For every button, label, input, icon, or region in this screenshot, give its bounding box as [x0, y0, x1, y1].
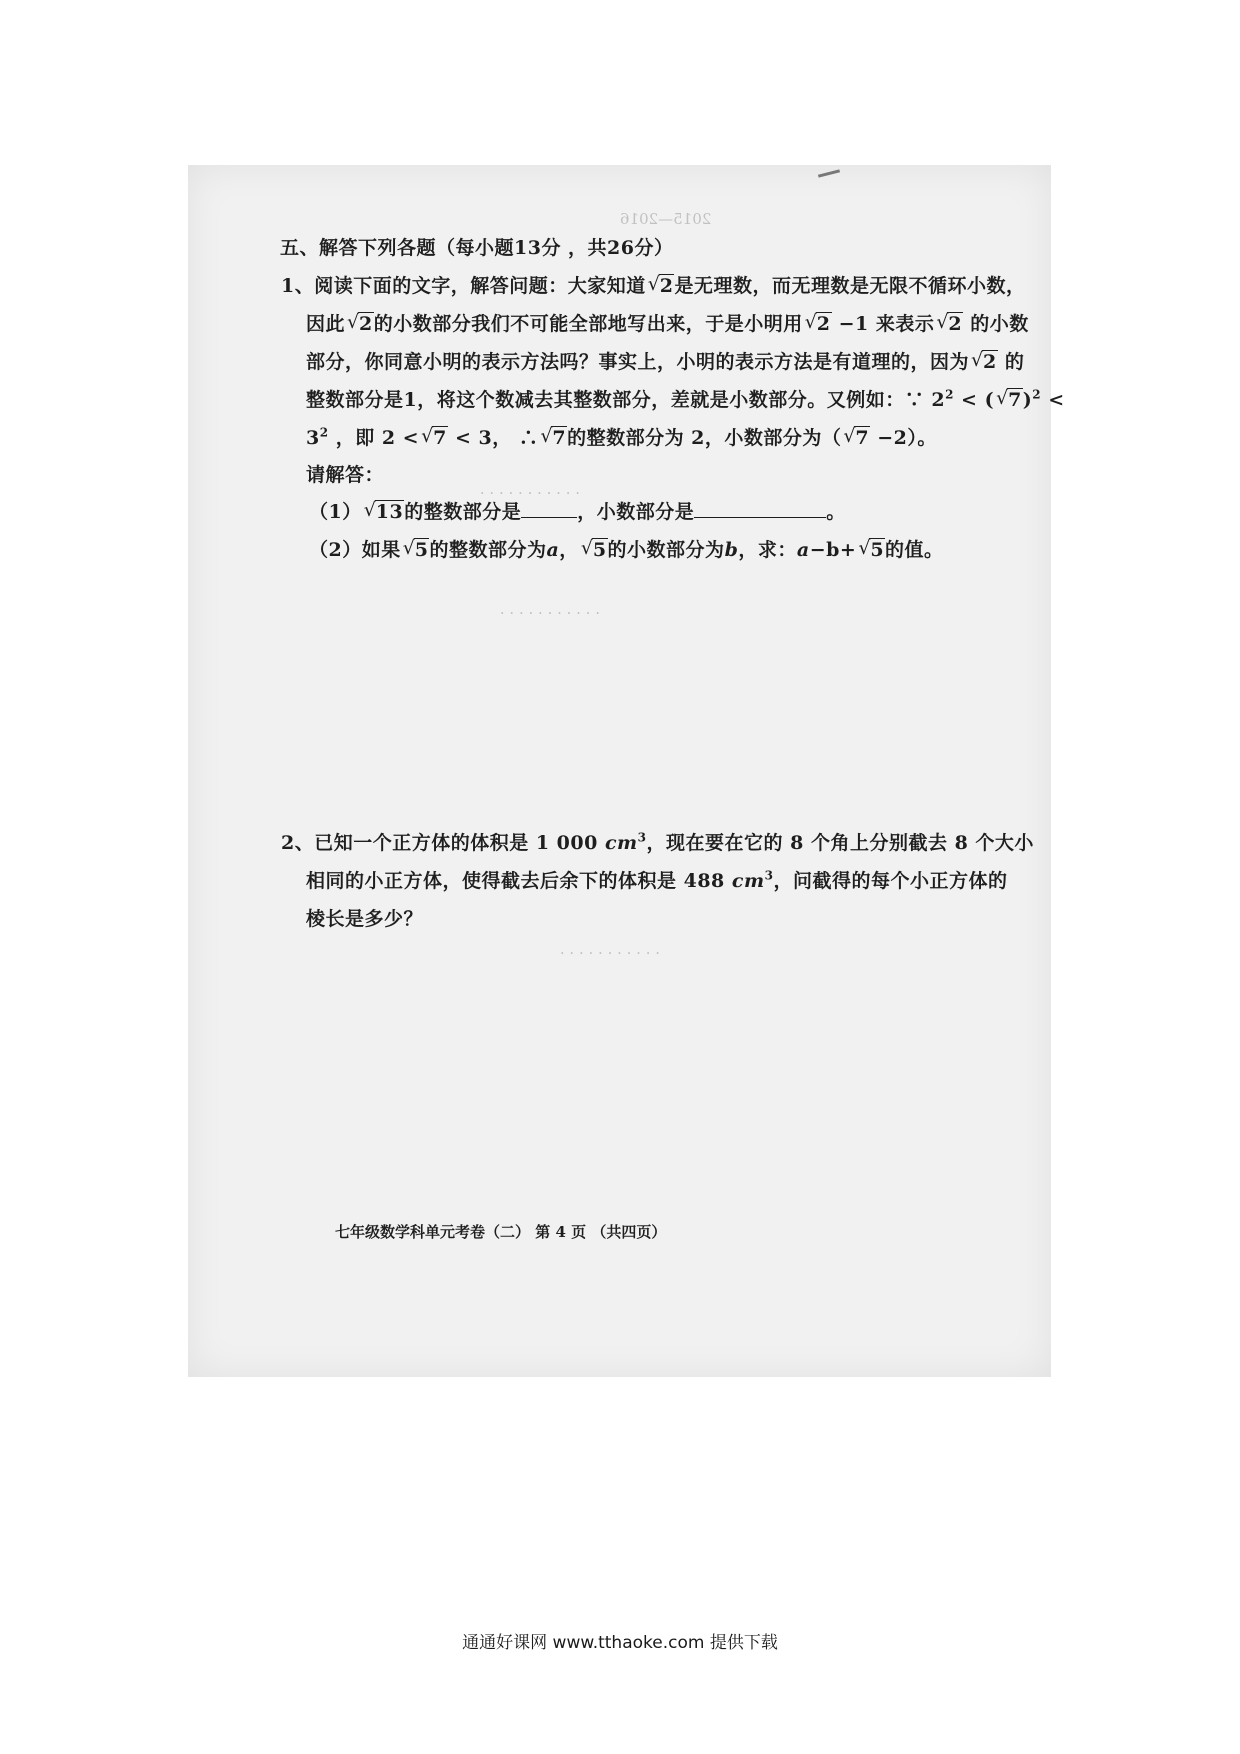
sqrt-symbol: √ 7: [843, 427, 870, 449]
sqrt-symbol: √ 5: [581, 539, 608, 561]
sqrt-symbol: √ 7: [996, 389, 1023, 411]
page-footer: 七年级数学科单元考卷（二） 第 4 页 （共四页）: [335, 1223, 667, 1241]
sqrt-symbol: √ 7: [540, 427, 567, 449]
sqrt-symbol: √ 2: [347, 313, 374, 335]
sqrt-symbol: √ 2: [936, 313, 963, 335]
bleed-through-text: . . . . . . . . . . .: [479, 480, 580, 498]
q2-line-3: 棱长是多少？: [306, 908, 424, 930]
bleed-through-text: 2015—2016: [620, 210, 712, 228]
sqrt-symbol: √ 5: [858, 539, 885, 561]
q1-line-4: 整数部分是1，将这个数减去其整数部分，差就是小数部分。又例如：∵ $2^2$ < (√ 7)$^2$ <: [306, 385, 1065, 412]
sqrt-symbol: √ 2: [648, 275, 675, 297]
bleed-through-text: . . . . . . . . . . .: [499, 600, 600, 618]
q1-sub-1: （1）√ 13的整数部分是 ，小数部分是 。: [309, 497, 846, 524]
q1-line-2: 因此√ 2的小数部分我们不可能全部地写出来，于是小明用√ 2 −1 来表示√ 2 的小数: [306, 309, 1029, 336]
q1-prompt: 请解答：: [306, 464, 385, 486]
answer-blank-decimal[interactable]: [694, 499, 826, 518]
bleed-through-text: . . . . . . . . . . .: [559, 940, 660, 958]
q2-line-1: 2、已知一个正方体的体积是 1 000 $cm^3$，现在要在它的 8 个角上分别截去 8 个大小: [281, 830, 1034, 854]
q1-sub-2: （2）如果√ 5的整数部分为a，√ 5的小数部分为b，求：a−b+√ 5的值。: [309, 535, 944, 562]
sqrt-symbol: √ 2: [805, 313, 832, 335]
sqrt-symbol: √ 2: [971, 351, 998, 373]
section-title: 五、解答下列各题（每小题13分 ，共26分）: [280, 237, 674, 259]
q1-line-3: 部分，你同意小明的表示方法吗？事实上，小明的表示方法是有道理的，因为√ 2 的: [306, 347, 1024, 374]
download-credit: 通通好课网 www.tthaoke.com 提供下载: [462, 1633, 778, 1653]
q1-line-1: 1、阅读下面的文字，解答问题：大家知道√ 2是无理数，而无理数是无限不循环小数，: [281, 271, 1025, 298]
sqrt-symbol: √ 13: [364, 501, 404, 523]
answer-blank-integer[interactable]: [521, 499, 577, 518]
q1-line-5: $3^2$ ，即 2 <√ 7 < 3， ∴√ 7的整数部分为 2，小数部分为（√ 7 −2）。: [306, 423, 937, 450]
sqrt-symbol: √ 5: [403, 539, 430, 561]
sqrt-symbol: √ 7: [421, 427, 448, 449]
q2-line-2: 相同的小正方体，使得截去后余下的体积是 488 $cm^3$，问截得的每个小正方体的: [306, 868, 1008, 892]
